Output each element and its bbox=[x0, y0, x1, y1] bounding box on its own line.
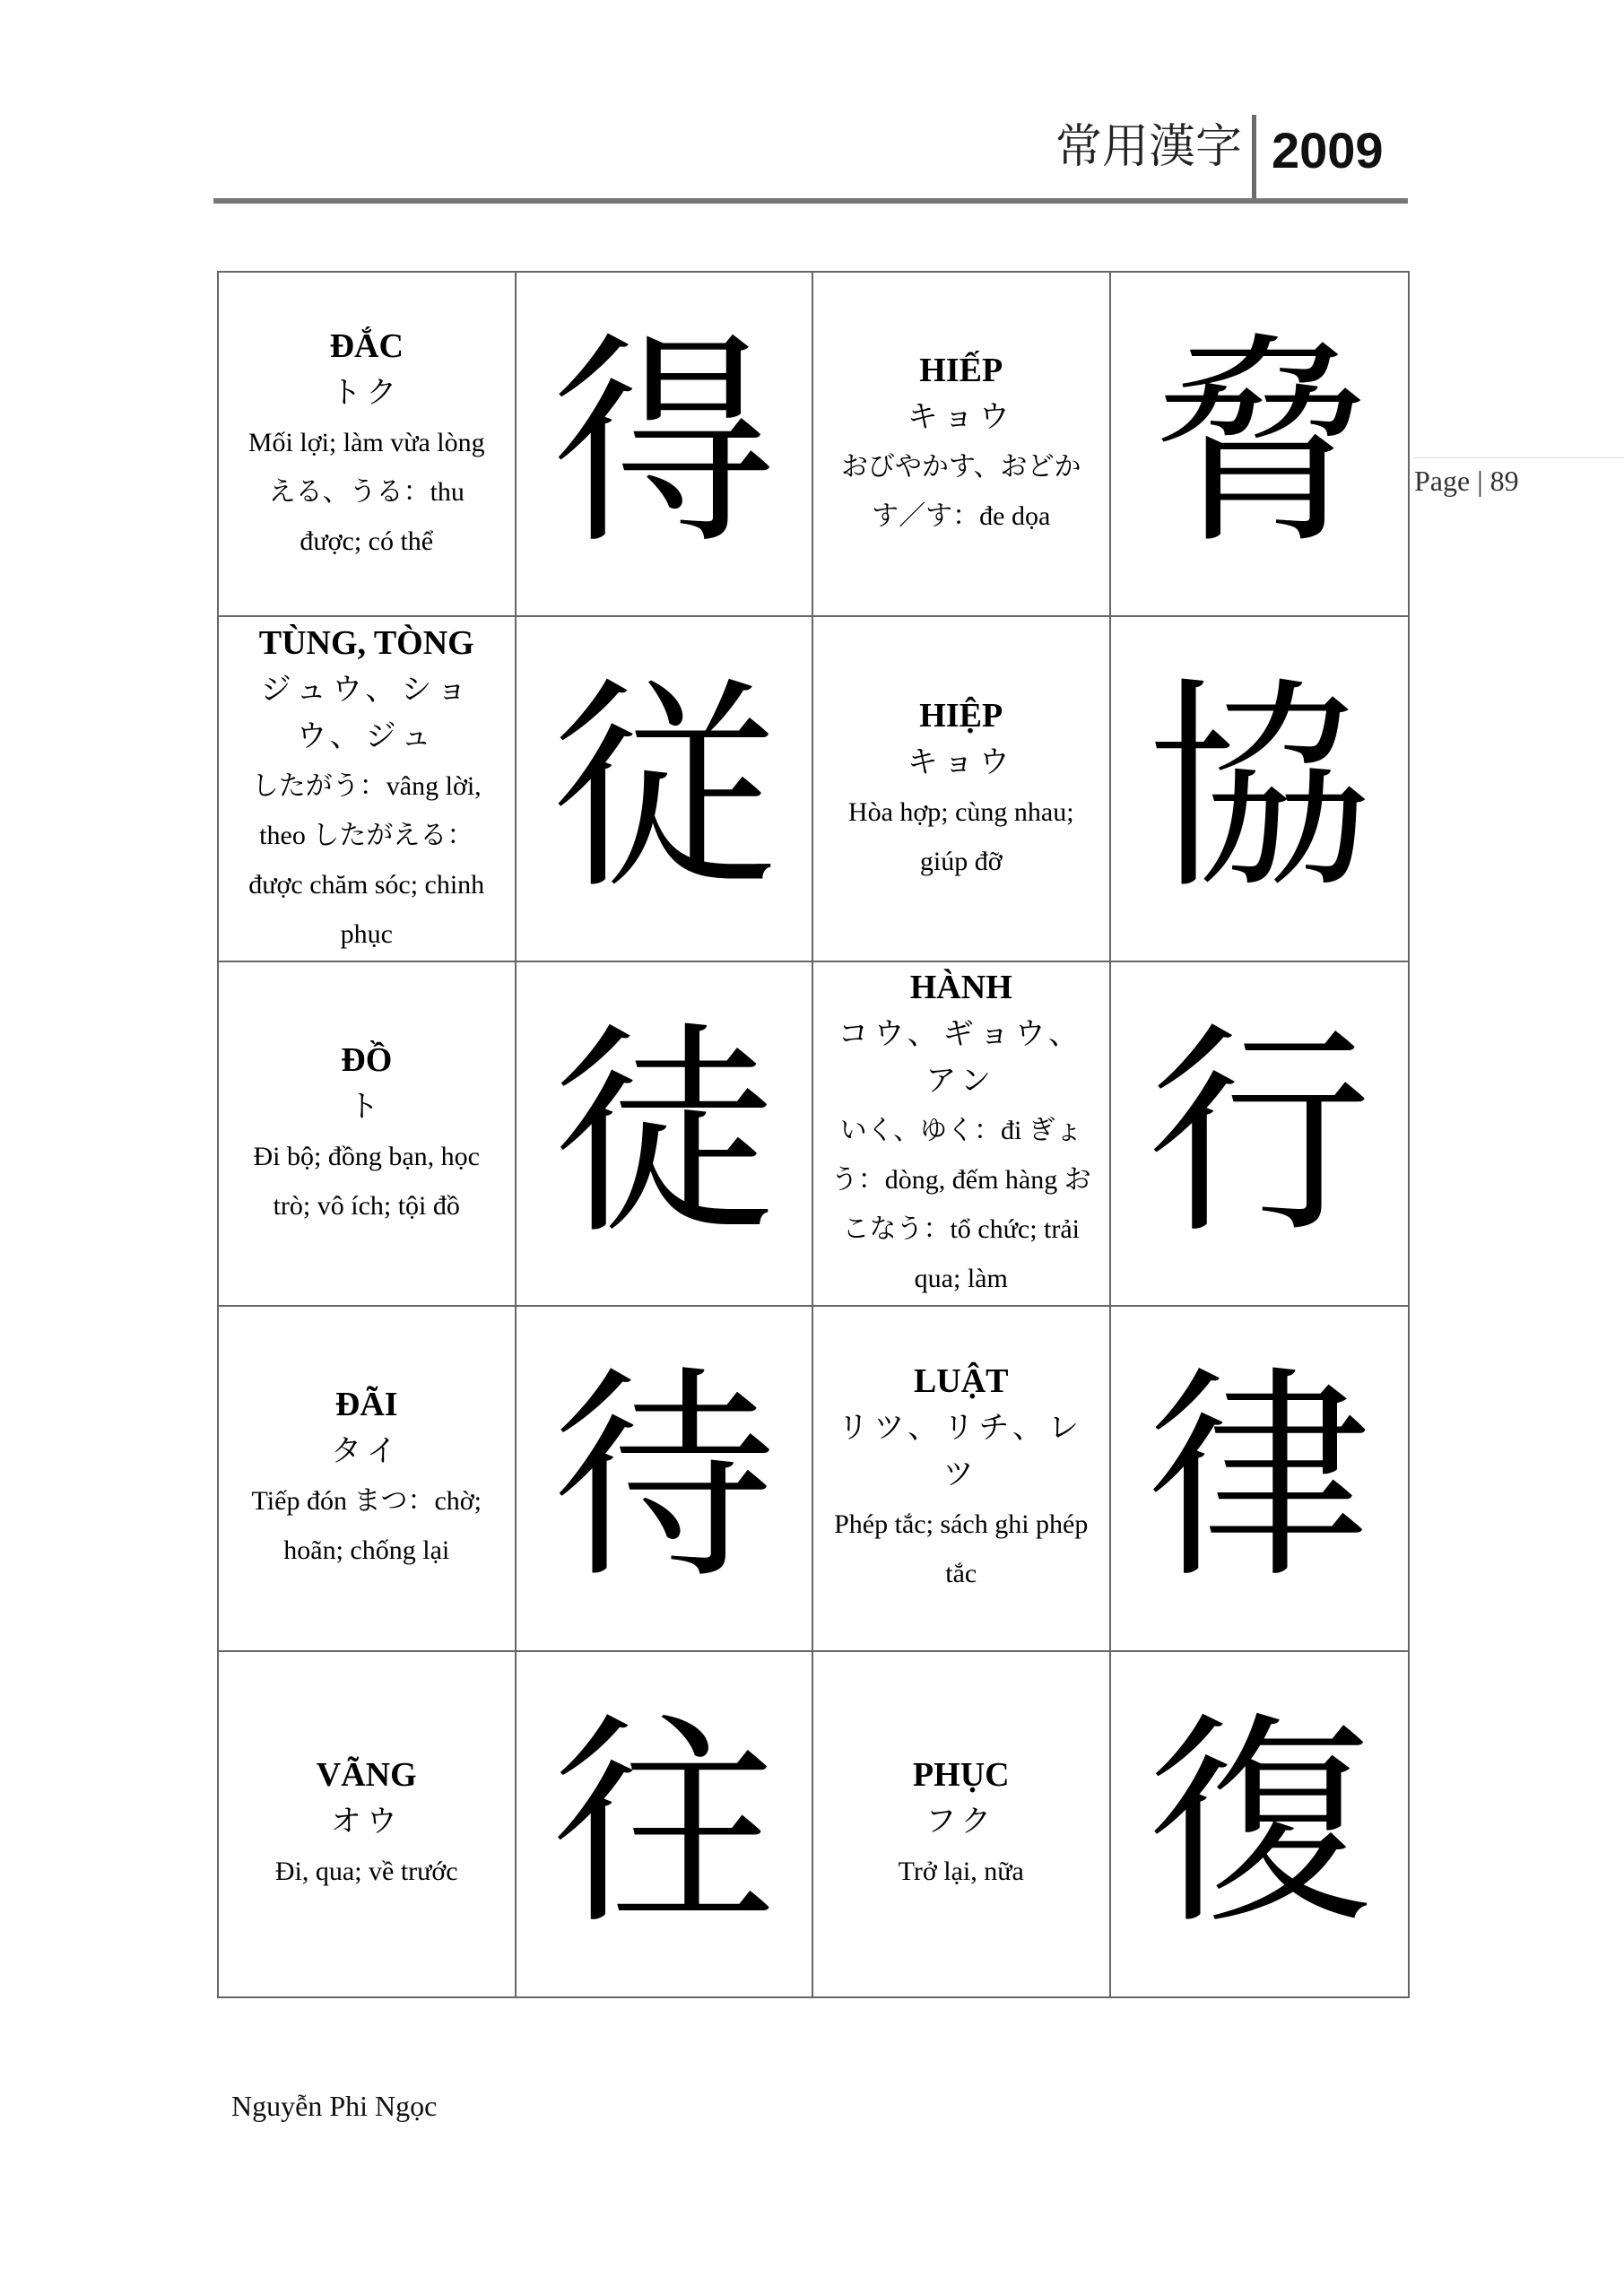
entry-meaning: Hòa hợp; cùng nhau; giúp đỡ bbox=[847, 796, 1074, 876]
entry-reading: コウ、ギョウ、アン bbox=[838, 1015, 1085, 1099]
entry-name: HIẾP bbox=[919, 352, 1003, 390]
entry-meaning: Trở lại, nữa bbox=[898, 1857, 1024, 1887]
kanji-glyph: 待 bbox=[551, 1347, 777, 1609]
header-title: 常用漢字 bbox=[1055, 120, 1242, 174]
kanji-glyph: 復 bbox=[1147, 1692, 1372, 1954]
entry-cell bbox=[813, 273, 1111, 617]
entry-reading: ジュウ、ショウ、ジュ bbox=[260, 671, 473, 754]
kanji-cell bbox=[1111, 962, 1409, 1307]
kanji-glyph: 協 bbox=[1147, 657, 1372, 919]
entry-meaning: Mối lợi; làm vừa lòng える、うる：thu được; có thể bbox=[248, 427, 485, 556]
page-header bbox=[213, 106, 1408, 204]
entry-name: PHỤC bbox=[912, 1756, 1010, 1795]
entry-name: HÀNH bbox=[909, 968, 1012, 1006]
kanji-cell bbox=[1111, 273, 1409, 617]
entry-cell bbox=[813, 1652, 1111, 1996]
entry-cell bbox=[219, 273, 517, 617]
kanji-cell bbox=[517, 273, 814, 617]
entry-name: ĐỒ bbox=[341, 1040, 393, 1079]
kanji-glyph: 往 bbox=[551, 1692, 777, 1954]
entry-reading: オウ bbox=[330, 1804, 403, 1840]
entry-reading: リツ、リチ、レツ bbox=[838, 1410, 1085, 1493]
kanji-glyph: 従 bbox=[551, 657, 777, 919]
entry-cell bbox=[219, 962, 517, 1307]
entry-reading: キョウ bbox=[907, 399, 1015, 436]
entry-meaning: Phép tắc; sách ghi phép tắc bbox=[834, 1509, 1089, 1589]
entry-cell bbox=[813, 962, 1111, 1307]
page-number-rule bbox=[1414, 457, 1624, 458]
entry-cell bbox=[219, 1652, 517, 1996]
kanji-cell bbox=[517, 1652, 814, 1996]
entry-reading: フク bbox=[925, 1804, 997, 1840]
entry-meaning: いく、ゆく：đi ぎょう：dòng, đếm hàng おこなう：tổ chức; trải qua; làm bbox=[830, 1115, 1091, 1293]
kanji-cell bbox=[517, 962, 814, 1307]
kanji-cell bbox=[517, 617, 814, 961]
header-separator bbox=[1252, 115, 1256, 200]
kanji-glyph: 徒 bbox=[551, 1002, 777, 1264]
entry-cell bbox=[219, 617, 517, 961]
entry-reading: タイ bbox=[331, 1433, 403, 1470]
kanji-cell bbox=[1111, 617, 1409, 961]
entry-cell bbox=[219, 1307, 517, 1651]
entry-meaning: Tiếp đón まつ：chờ; hoãn; chống lại bbox=[251, 1486, 482, 1566]
footer-author: Nguyễn Phi Ngọc bbox=[231, 2090, 438, 2122]
entry-reading: トク bbox=[331, 374, 403, 411]
kanji-cell bbox=[517, 1307, 814, 1651]
entry-reading: キョウ bbox=[907, 744, 1015, 780]
entry-meaning: Đi bộ; đồng bạn, học trò; vô ích; tội đồ bbox=[253, 1141, 480, 1221]
entry-name: ĐÃI bbox=[334, 1386, 398, 1424]
header-rule bbox=[213, 198, 1408, 204]
kanji-glyph: 律 bbox=[1147, 1347, 1372, 1609]
page-number: Page | 89 bbox=[1414, 465, 1519, 497]
entry-name: LUẬT bbox=[913, 1362, 1009, 1401]
entry-cell bbox=[813, 1307, 1111, 1651]
header-year: 2009 bbox=[1272, 122, 1384, 178]
entry-meaning: Đi, qua; về trước bbox=[274, 1857, 458, 1887]
entry-cell bbox=[813, 617, 1111, 961]
entry-name: VÃNG bbox=[316, 1756, 417, 1795]
kanji-glyph: 脅 bbox=[1147, 313, 1372, 575]
entry-name: HIỆP bbox=[919, 696, 1003, 735]
entry-reading: ト bbox=[348, 1088, 385, 1125]
kanji-cell bbox=[1111, 1307, 1409, 1651]
entry-meaning: おびやかす、おどかす／す：đe dọa bbox=[840, 452, 1081, 532]
kanji-cell bbox=[1111, 1652, 1409, 1996]
kanji-table bbox=[217, 271, 1410, 1998]
entry-meaning: したがう：vâng lời, theo したがえる：được chăm sóc; chinh phục bbox=[248, 770, 485, 949]
entry-name: TÙNG, TÒNG bbox=[258, 623, 474, 662]
kanji-glyph: 行 bbox=[1147, 1002, 1372, 1264]
kanji-glyph: 得 bbox=[551, 313, 777, 575]
entry-name: ĐẮC bbox=[329, 326, 404, 365]
